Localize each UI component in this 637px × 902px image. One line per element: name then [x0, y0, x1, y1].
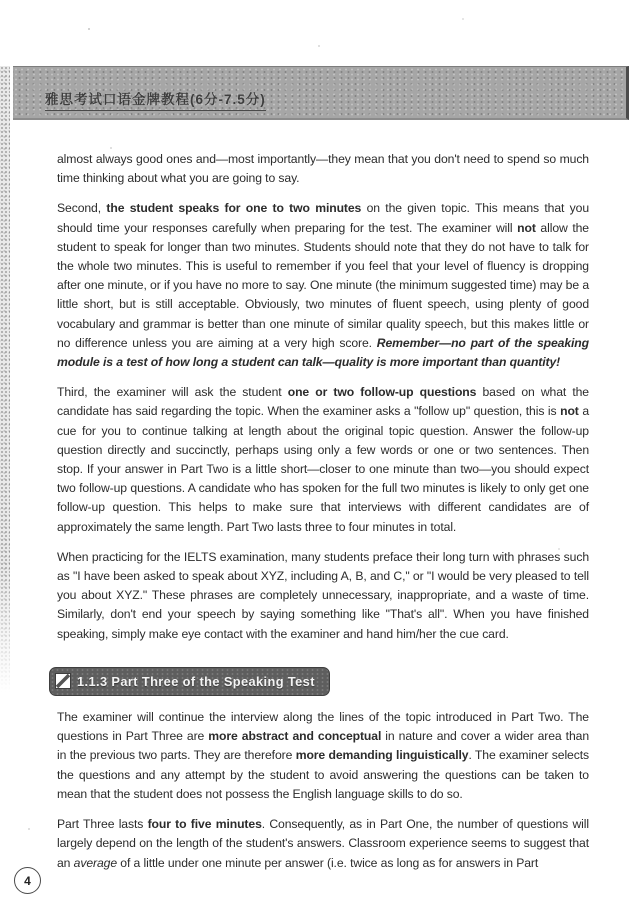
- paragraph-group-before-heading: [57, 150, 589, 644]
- scan-speckles: [88, 28, 90, 30]
- text-segment: Second,: [57, 201, 107, 216]
- text-segment: Third, the examiner will ask the student: [57, 385, 288, 400]
- text-segment: one or two follow-up questions: [287, 385, 477, 400]
- page-number-badge: 4: [14, 867, 41, 894]
- text-segment: When practicing for the IELTS examination, many students preface their long turn with phrases such as "I have been asked to speak about XYZ, including A, B, and C," or "I would be very pleased to tell you about XYZ." These phrases are completely unnecessary, inappropriate, and a waste of time. Similarly, don't end your speech by saying something like "That's all". When you have finished speaking, simply make eye contact with the examiner and hand him/her the cue card.: [57, 549, 589, 641]
- section-heading-label: 1.1.3 Part Three of the Speaking Test: [77, 673, 315, 689]
- text-segment: on the given topic. This means that you should time your responses carefully when preparing for the test. The examiner will: [57, 201, 590, 235]
- text-segment: not: [560, 404, 579, 419]
- text-segment: . The examiner selects the questions and any attempt by the student to avoid answering the questions can be taken to mean that the student does not possess the English language skills to do so.: [57, 748, 590, 801]
- text-segment: allow the student to speak for longer than two minutes. Students should note that they do not have to talk for the whole two minutes. This is useful to remember if you feel that your level of fluency is dropping after one minute, or if you have no more to say. One minute (the minimum suggested time) may be a little short, but is still acceptable. Obviously, two minutes of fluent speech, using plenty of good vocabulary and grammar is better than one minute of similar quality speech, but this makes little or no difference unless you are aiming at a very high score.: [57, 220, 589, 350]
- text-segment: in nature and cover a wider area than in the previous two parts. They are therefore: [57, 729, 589, 763]
- text-segment: . Consequently, as in Part One, the number of questions will largely depend on the length of the student's answers. Classroom experience seems to suggest that an: [57, 817, 589, 870]
- diagonal-square-icon: [55, 673, 71, 689]
- text-segment: more demanding linguistically: [295, 748, 469, 763]
- text-segment: a cue for you to continue talking at length about the original topic question. Answer the follow-up question directly and succinctly, perhaps using only a few words or one or two sentences. Then stop. If your answer in Part Two is a little short—closer to one minute than two—you should expect two follow-up questions. A candidate who has spoken for the full two minutes is likely to only get one follow-up question. This helps to make sure that interviews with different candidates are of approximately the same length. Part Two lasts three to four minutes in total.: [57, 404, 590, 534]
- text-segment: of a little under one minute per answer (i.e. twice as long as for answers in Part: [117, 855, 539, 870]
- scan-edge-artifact: [0, 66, 10, 706]
- page-header-band: [13, 66, 629, 120]
- text-segment: more abstract and conceptual: [208, 729, 382, 744]
- text-segment: The examiner will continue the interview along the lines of the topic introduced in Part Two. The questions in Part Three are: [57, 710, 589, 744]
- paragraph: [57, 383, 589, 537]
- paragraph: [57, 548, 589, 644]
- page-body: [57, 150, 589, 884]
- paragraph: [57, 815, 589, 873]
- text-segment: not: [517, 220, 536, 235]
- text-segment: Remember—no part of the speaking module is a test of how long a student can talk—quality is more important than quantity!: [57, 335, 589, 370]
- book-title: 雅思考试口语金牌教程(6分-7.5分): [45, 88, 266, 111]
- text-segment: four to five minutes: [147, 817, 262, 832]
- text-segment: the student speaks for one to two minutes: [106, 201, 362, 216]
- paragraph: [57, 150, 589, 188]
- text-segment: almost always good ones and—most importantly—they mean that you don't need to spend so much time thinking about what you are going to say.: [57, 152, 589, 186]
- paragraph-group-after-heading: [57, 708, 589, 873]
- paragraph: [57, 708, 589, 804]
- text-segment: average: [73, 855, 117, 870]
- section-heading: [49, 667, 330, 696]
- paragraph: [57, 199, 589, 372]
- text-segment: Part Three lasts: [57, 817, 148, 832]
- text-segment: based on what the candidate has said regarding the topic. When the examiner asks a "follow up" question, this is: [57, 385, 589, 419]
